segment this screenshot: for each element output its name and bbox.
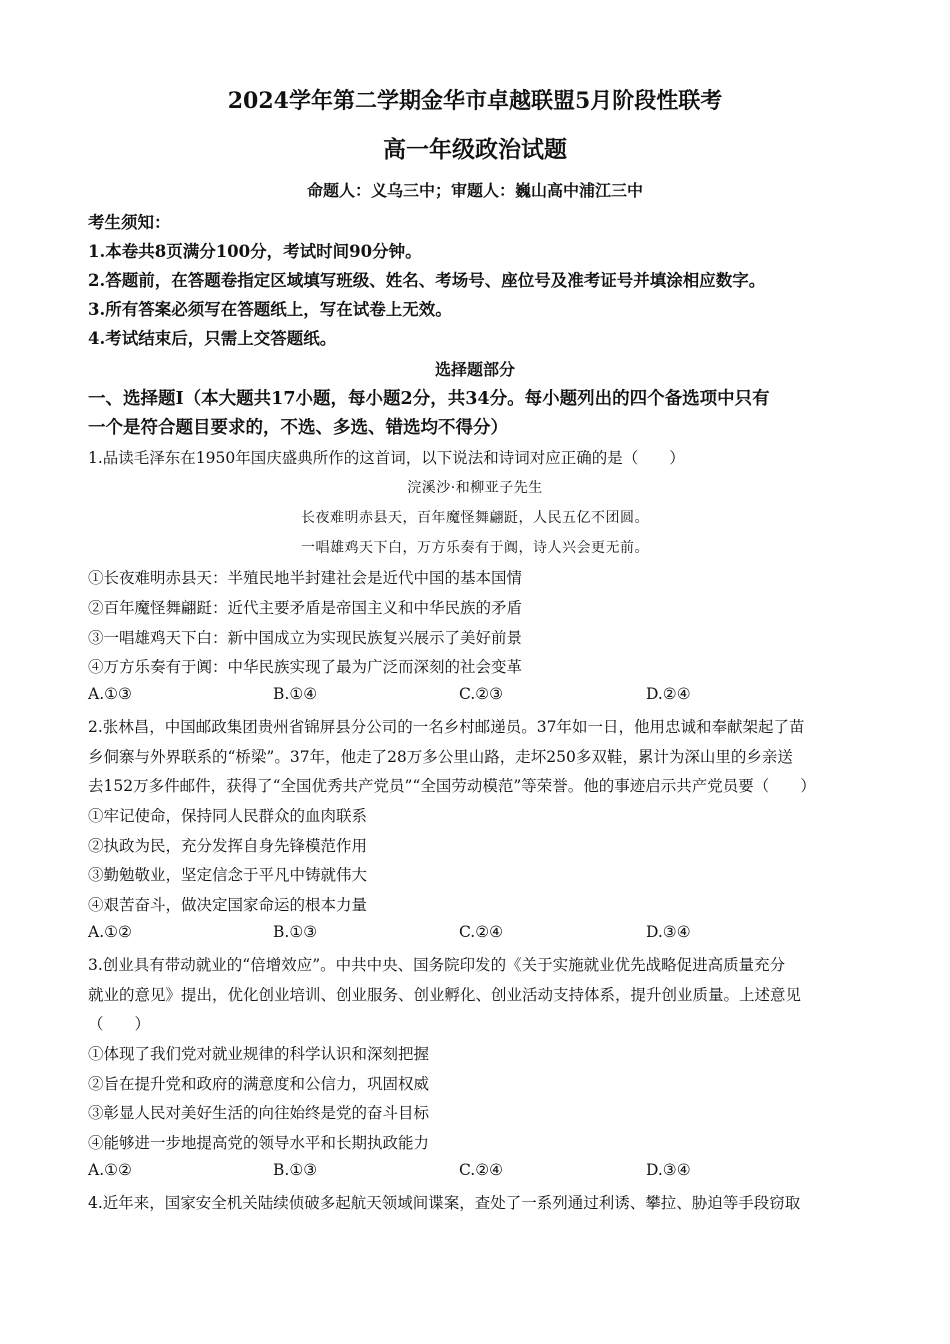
question-2-statement: ④艰苦奋斗，做决定国家命运的根本力量 (88, 896, 368, 914)
question-3-statement: ③彰显人民对美好生活的向往始终是党的奋斗目标 (88, 1104, 430, 1122)
question-3-stem: 3.创业具有带动就业的“倍增效应”。中共中央、国务院印发的《关于实施就业优先战略促进高质量充分 (88, 956, 786, 974)
question-3-statement: ②旨在提升党和政府的满意度和公信力，巩固权威 (88, 1075, 430, 1093)
notice-item: 1.本卷共8页满分100分，考试时间90分钟。 (88, 242, 422, 261)
question-3-choice-a: A.①② (88, 1161, 132, 1179)
question-3-choice-b: B.①③ (273, 1161, 318, 1179)
question-2-choice-b: B.①③ (273, 923, 318, 941)
question-2-stem: 2.张林昌，中国邮政集团贵州省锦屏县分公司的一名乡村邮递员。37年如一日，他用忠诚和奉献架起了苗 (88, 718, 805, 736)
question-1-choice-b: B.①④ (273, 685, 318, 703)
question-1-choice-c: C.②③ (459, 685, 504, 703)
question-3-statement: ④能够进一步地提高党的领导水平和长期执政能力 (88, 1134, 430, 1152)
question-4-stem: 4.近年来，国家安全机关陆续侦破多起航天领域间谍案，查处了一系列通过利诱、攀拉、胁迫等手段窃取 (88, 1194, 801, 1212)
exam-title: 2024学年第二学期金华市卓越联盟5月阶段性联考 (227, 88, 723, 114)
question-1-statement: ①长夜难明赤县天：半殖民地半封建社会是近代中国的基本国情 (88, 569, 523, 587)
section-label: 选择题部分 (434, 360, 515, 379)
question-2-choice-a: A.①② (88, 923, 132, 941)
question-3-statement: ①体现了我们党对就业规律的科学认识和深刻把握 (88, 1045, 430, 1063)
question-1-stem: 1.品读毛泽东在1950年国庆盛典所作的这首词，以下说法和诗词对应正确的是（ ） (88, 449, 685, 467)
question-3-choice-d: D.③④ (646, 1161, 691, 1179)
part-heading: 一个是符合题目要求的，不选、多选、错选均不得分） (88, 418, 508, 438)
exam-subtitle: 高一年级政治试题 (383, 136, 567, 163)
question-2-statement: ②执政为民，充分发挥自身先锋模范作用 (88, 837, 368, 855)
notice-item: 3.所有答案必须写在答题纸上，写在试卷上无效。 (88, 300, 452, 319)
poem-title: 浣溪沙·和柳亚子先生 (407, 480, 543, 496)
question-2-stem: 乡侗寨与外界联系的“桥梁”。37年，他走了28万多公里山路，走坏250多双鞋，累计为深山里的乡亲送 (88, 748, 793, 766)
notice-item: 4.考试结束后，只需上交答题纸。 (88, 329, 337, 348)
part-heading: 一、选择题Ⅰ（本大题共17小题，每小题2分，共34分。每小题列出的四个备选项中只有 (88, 389, 770, 409)
question-2-statement: ③勤勉敬业，坚定信念于平凡中铸就伟大 (88, 866, 368, 884)
question-1-choice-a: A.①③ (88, 685, 132, 703)
question-2-choice-c: C.②④ (459, 923, 504, 941)
question-2-statement: ①牢记使命，保持同人民群众的血肉联系 (88, 807, 368, 825)
notice-heading: 考生须知： (88, 213, 171, 232)
poem-line: 一唱雄鸡天下白，万方乐奏有于阗，诗人兴会更无前。 (301, 540, 649, 556)
exam-authors: 命题人：义乌三中；审题人：巍山高中浦江三中 (306, 181, 643, 200)
question-3-choice-c: C.②④ (459, 1161, 504, 1179)
question-2-choice-d: D.③④ (646, 923, 691, 941)
question-1-statement: ④万方乐奏有于阗：中华民族实现了最为广泛而深刻的社会变革 (88, 658, 523, 676)
question-1-statement: ②百年魔怪舞翩跹：近代主要矛盾是帝国主义和中华民族的矛盾 (88, 599, 523, 617)
question-3-stem: 就业的意见》提出，优化创业培训、创业服务、创业孵化、创业活动支持体系，提升创业质量。上述意见 (88, 986, 802, 1004)
poem-line: 长夜难明赤县天，百年魔怪舞翩跹，人民五亿不团圆。 (301, 510, 649, 526)
question-1-choice-d: D.②④ (646, 685, 691, 703)
notice-item: 2.答题前，在答题卷指定区域填写班级、姓名、考场号、座位号及准考证号并填涂相应数字。 (88, 271, 766, 290)
question-2-stem: 去152万多件邮件，获得了“全国优秀共产党员”“全国劳动模范”等荣誉。他的事迹启示共产党员要（ ） (88, 777, 816, 795)
question-1-statement: ③一唱雄鸡天下白：新中国成立为实现民族复兴展示了美好前景 (88, 629, 523, 647)
question-3-stem: （ ） (88, 1015, 151, 1033)
